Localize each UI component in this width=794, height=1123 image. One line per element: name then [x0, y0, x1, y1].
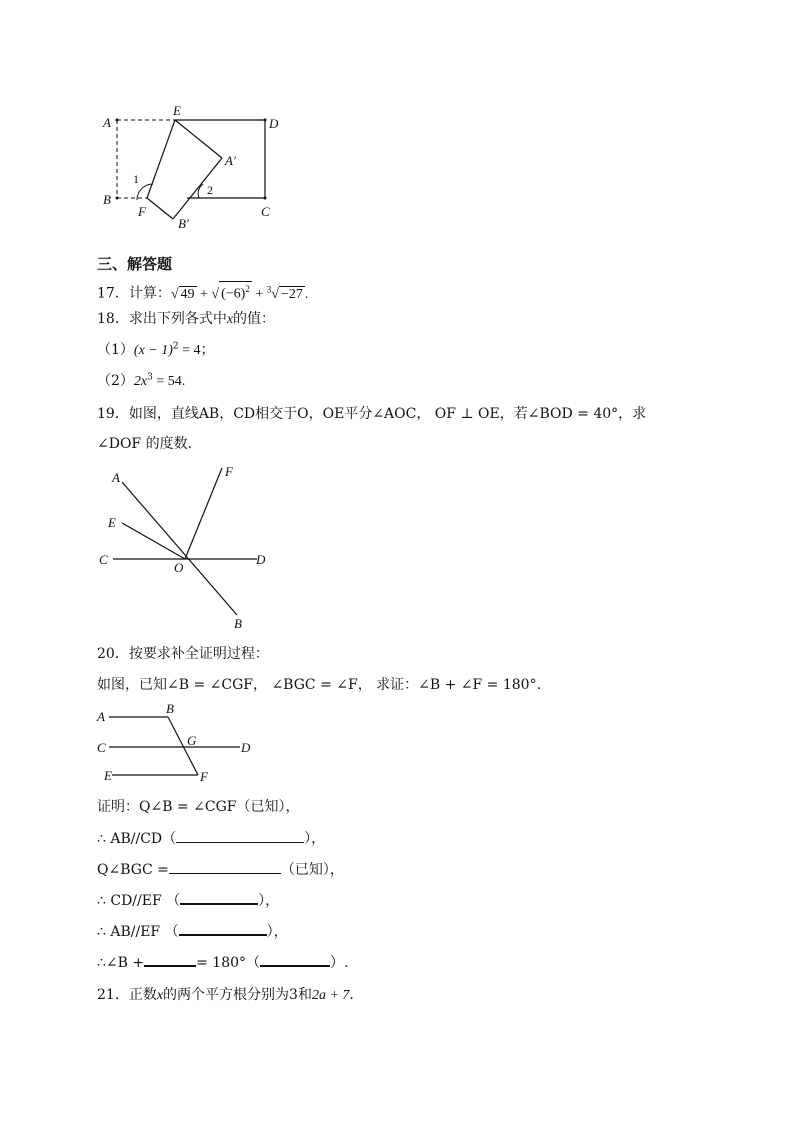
proof3-text-b: （已知）， — [280, 862, 344, 878]
q17-root2: (−6) — [221, 286, 246, 302]
q18-p2-rhs: = 54. — [152, 374, 186, 389]
proof6-text-a: ∴∠B + — [97, 955, 145, 971]
q21-text-b: 的两个平方根分别为3和 — [163, 987, 312, 1003]
label-B-prime: B′ — [178, 216, 189, 231]
proof-line-3 — [97, 859, 344, 879]
label-C: C — [99, 552, 108, 567]
proof-line-1: 证明：Q∠B = ∠CGF（已知）， — [97, 799, 300, 815]
figure-intersecting-lines — [95, 460, 280, 635]
q18-stem-text: 18．求出下列各式中 — [97, 311, 227, 327]
q21-text-a: 21．正数 — [97, 987, 157, 1003]
label-C: C — [261, 204, 270, 219]
proof5-text-a: ∴ AB//EF （ — [97, 924, 179, 940]
label-A: A — [112, 470, 120, 485]
q18-variable: x — [226, 312, 234, 327]
label-D: D — [269, 116, 279, 131]
proof6-text-b: = 180°（ — [196, 955, 261, 971]
label-E: E — [104, 768, 112, 783]
proof2-text-a: ∴ AB//CD（ — [97, 831, 177, 847]
question-21 — [97, 984, 354, 1004]
proof4-text-a: ∴ CD//EF （ — [97, 893, 181, 909]
label-B: B — [166, 701, 174, 716]
label-E: E — [173, 103, 181, 118]
question-20-title: 20．按要求补全证明过程： — [97, 646, 269, 662]
q18-p2-label: （2） — [97, 373, 134, 389]
proof-line-4 — [97, 890, 279, 910]
proof6-blank-angle[interactable] — [144, 953, 196, 967]
proof4-blank[interactable] — [180, 891, 258, 905]
proof4-text-b: ）， — [258, 893, 280, 909]
label-B: B — [234, 616, 242, 631]
q18-p2-expr: 2x — [133, 374, 148, 389]
label-B: B — [103, 192, 111, 207]
q17-root1: 49 — [180, 286, 195, 302]
question-18-part2 — [97, 370, 185, 390]
label-D: D — [241, 740, 251, 755]
proof6-text-c: ）. — [330, 955, 349, 971]
question-17: 17．计算：√ 49 + √ $(-6)^2 + ^3√ -27$ . — [97, 281, 308, 303]
angle-1-label: 1 — [133, 172, 139, 186]
label-A: A — [103, 115, 111, 130]
label-O: O — [174, 560, 184, 575]
question-18-part1 — [97, 339, 215, 359]
q21-expr: 2a + 7 — [311, 988, 350, 1003]
label-F: F — [138, 204, 146, 219]
q21-variable: x — [156, 988, 164, 1003]
proof2-text-b: ）， — [304, 831, 326, 847]
label-D: D — [256, 552, 266, 567]
q18-p1-label: （1） — [97, 342, 134, 358]
question-18-stem — [97, 308, 275, 328]
proof6-blank-reason[interactable] — [260, 953, 330, 967]
q18-p2-exp: 3 — [147, 372, 153, 383]
label-C: C — [97, 740, 106, 755]
q17-end: . — [304, 286, 309, 302]
label-G: G — [187, 733, 197, 748]
label-A-prime: A′ — [225, 153, 236, 168]
label-F: F — [225, 464, 233, 479]
q21-end: . — [349, 987, 354, 1003]
question-19-line1: 19．如图，直线AB，CD相交于O，OE平分∠AOC， OF ⊥ OE，若∠BOD = 40°，求 — [97, 406, 647, 422]
proof3-blank[interactable] — [169, 861, 281, 874]
q18-p1-exp: 2 — [172, 341, 179, 352]
question-19-line2: ∠DOF 的度数. — [97, 436, 193, 452]
q17-cube-index: 3 — [266, 284, 272, 294]
label-F: F — [200, 769, 208, 784]
label-E: E — [108, 515, 116, 530]
q17-prefix: 17．计算： — [97, 285, 171, 302]
proof2-blank[interactable] — [176, 830, 304, 843]
section-heading: 三、解答题 — [97, 255, 173, 273]
proof5-text-b: ）， — [266, 924, 288, 940]
proof5-blank[interactable] — [179, 922, 267, 936]
proof-line-2 — [97, 828, 325, 848]
proof-line-5 — [97, 921, 288, 941]
q17-root3: −27 — [280, 286, 303, 302]
q18-p1-expr: (x − 1) — [133, 343, 173, 358]
figure-parallel-lines — [95, 700, 260, 788]
proof3-text-a: Q∠BGC = — [97, 862, 169, 878]
q18-p1-rhs: = 4； — [178, 343, 215, 358]
question-20-given: 如图，已知∠B = ∠CGF， ∠BGC = ∠F， 求证：∠B + ∠F = 180°. — [97, 677, 542, 693]
q17-exp2: 2 — [245, 284, 250, 294]
proof-line-6 — [97, 952, 348, 972]
angle-2-label: 2 — [207, 183, 213, 197]
label-A: A — [97, 709, 105, 724]
q18-stem-end: 的值： — [233, 311, 276, 327]
figure-folded-rectangle — [95, 100, 295, 235]
